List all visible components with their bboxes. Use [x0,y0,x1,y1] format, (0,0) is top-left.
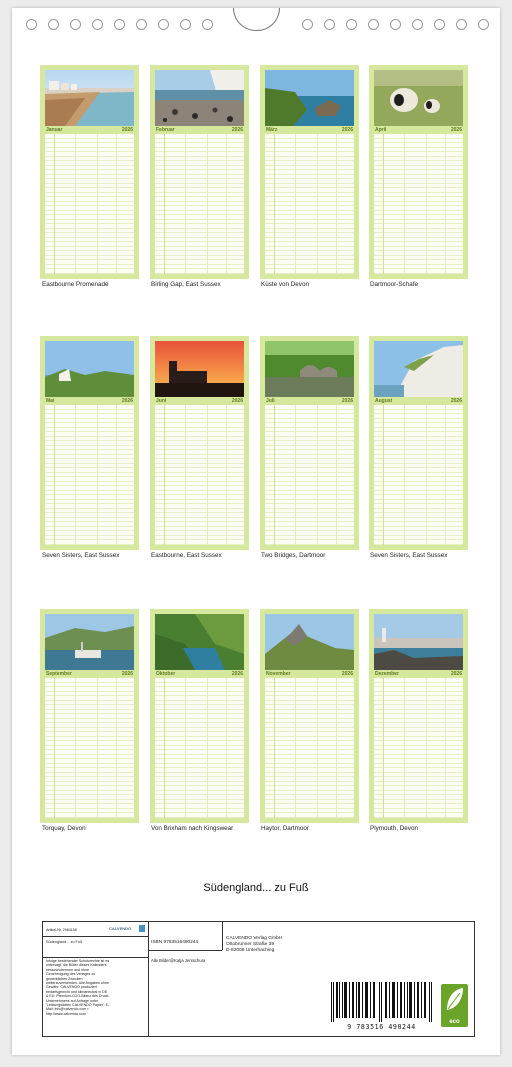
day-grid [155,405,244,545]
month-june: Juni 2026 [150,336,249,550]
photo-eastbourne-sunset [155,341,244,397]
photo-devon-coast [265,70,354,126]
photo-brixham-kingswear [155,614,244,670]
calvendo-logo-mark [139,925,145,932]
photo-caption: Seven Sisters, East Sussex [370,552,448,559]
article-number: Artikel-Nr. 2984158 [46,928,77,932]
month-march: März 2026 [260,65,359,279]
day-grid [45,678,134,818]
photo-credit: Alle Bilder@Katja Jentschura [151,958,206,963]
month-january: Januar 2026 [40,65,139,279]
photo-birling-gap [155,70,244,126]
month-november: November 2026 [260,609,359,823]
day-grid [374,405,463,545]
product-title-small: Südengland... zu Fuß [46,940,83,944]
imprint-box [42,921,475,1037]
photo-caption: Seven Sisters, East Sussex [42,552,120,559]
month-april: April 2026 [369,65,468,279]
month-august: August 2026 [369,336,468,550]
month-may: Mai 2026 [40,336,139,550]
month-july: Juli 2026 [260,336,359,550]
photo-seven-sisters-cliffs [374,341,463,397]
photo-caption: Küste von Devon [261,281,309,288]
publisher-city: D-82008 Unterhaching [226,948,275,953]
photo-caption: Torquay, Devon [42,825,86,832]
day-grid [155,134,244,274]
photo-caption: Von Brixham nach Kingswear [151,825,234,832]
eco-label: eco [449,1019,460,1025]
day-grid [265,678,354,818]
calendar-title: Südengland... zu Fuß [203,882,309,894]
day-grid [374,678,463,818]
month-december: Dezember 2026 [369,609,468,823]
calvendo-logo-small: CALVENDO [109,926,132,931]
publisher-name: CALVENDO Verlag GmbH [226,936,283,941]
imprint-isbn-column [148,922,222,1036]
isbn-number: ISBN 9783516490244 [151,940,199,945]
barcode-number: 9 783516 490244 [347,1023,416,1031]
eco-badge [441,984,468,1027]
photo-eastbourne-promenade [45,70,134,126]
photo-caption: Two Bridges, Dartmoor [261,552,326,559]
photo-seven-sisters [45,341,134,397]
day-grid [374,134,463,274]
photo-plymouth [374,614,463,670]
day-grid [45,405,134,545]
ean-barcode [329,982,434,1032]
month-september: September 2026 [40,609,139,823]
calendar-sheet [12,8,500,1055]
imprint-left-column [43,922,149,1036]
day-grid [45,134,134,274]
day-grid [265,405,354,545]
day-grid [155,678,244,818]
day-grid [265,134,354,274]
leaf-icon [441,984,468,1016]
month-february: Februar 2026 [150,65,249,279]
photo-caption: Haytor, Dartmoor [261,825,309,832]
photo-caption: Plymouth, Devon [370,825,418,832]
photo-caption: Birling Gap, East Sussex [151,281,221,288]
photo-caption: Dartmoor-Schafe [370,281,418,288]
photo-haytor [265,614,354,670]
photo-two-bridges [265,341,354,397]
photo-torquay [45,614,134,670]
publisher-street: Ottobrunner Straße 39 [226,942,274,947]
photo-caption: Eastbourne Promenade [42,281,109,288]
photo-dartmoor-sheep [374,70,463,126]
photo-caption: Eastbourne, East Sussex [151,552,222,559]
legal-notice: Infolge bestehender Schutzrechte ist es untersagt, die Bilder dieses Kalenders herauszutrennen und ohne Genehmigung des Verlages zu gewerblichen Zwecken weiterzuverwenden. Alle Angaben ohne Gewähr. CALVENDO produziert bedarfsgerecht und klimaneutral in DE & EU. Premium-COO-Bilanz des Druck-Unternehmens auf Anfrage unter 'Leistungsdaten CALVENDO Papier'. E-Mail: info@calvendo.com • http://www.calvendo.com [46,959,110,1016]
month-october: Oktober 2026 [150,609,249,823]
